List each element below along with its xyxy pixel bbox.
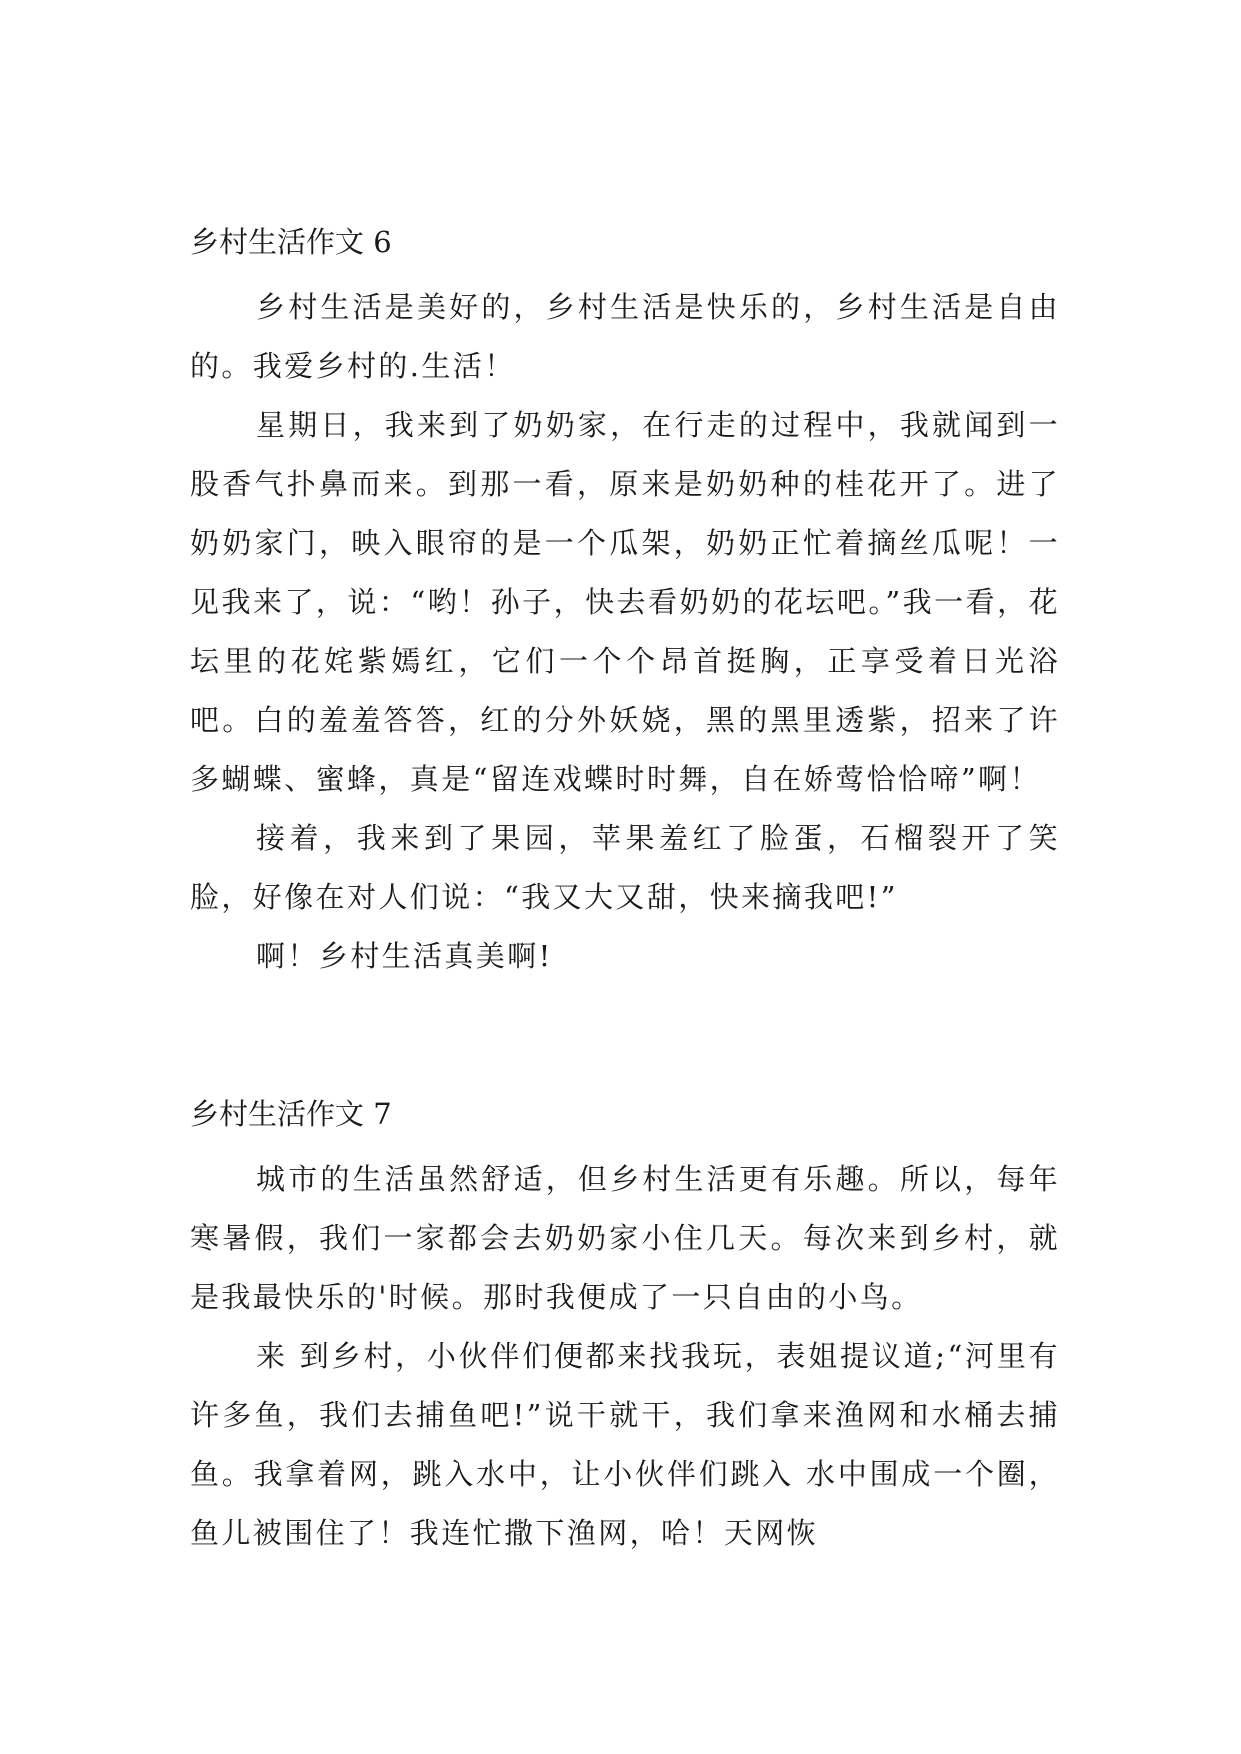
essay-paragraph: 来 到乡村，小伙伴们便都来找我玩，表姐提议道;“河里有许多鱼，我们去捕鱼吧!”说干就干，我们拿来渔网和水桶去捕鱼。我拿着网，跳入水中，让小伙伴们跳入 水中围成一个圈，鱼儿被围住了！我连忙撒下渔网，哈！天网恢 — [190, 1339, 1060, 1550]
essay-title: 乡村生活作文 7 — [190, 1097, 392, 1131]
essay-paragraph: 乡村生活是美好的，乡村生活是快乐的，乡村生活是自由的。我爱乡村的.生活！ — [190, 290, 1060, 383]
essay-section-7 — [190, 1092, 1060, 1563]
essay-paragraph: 接着，我来到了果园，苹果羞红了脸蛋，石榴裂开了笑脸，好像在对人们说：“我又大又甜，快来摘我吧!” — [190, 821, 1060, 914]
essay-title: 乡村生活作文 6 — [190, 225, 392, 259]
essay-section-6 — [190, 220, 1060, 986]
essay-paragraph: 城市的生活虽然舒适，但乡村生活更有乐趣。所以，每年寒暑假，我们一家都会去奶奶家小住几天。每次来到乡村，就是我最快乐的'时候。那时我便成了一只自由的小鸟。 — [190, 1162, 1060, 1314]
essay-paragraph: 啊！乡村生活真美啊! — [256, 939, 553, 973]
essay-paragraph: 星期日，我来到了奶奶家，在行走的过程中，我就闻到一股香气扑鼻而来。到那一看，原来是奶奶种的桂花开了。进了奶奶家门，映入眼帘的是一个瓜架，奶奶正忙着摘丝瓜呢！一见我来了，说：“哟！孙子，快去看奶奶的花坛吧。”我一看，花坛里的花姹紫嫣红，它们一个个昂首挺胸，正享受着日光浴吧。白的羞羞答答，红的分外妖娆，黑的黑里透紫，招来了许多蝴蝶、蜜蜂，真是“留连戏蝶时时舞，自在娇莺恰恰啼”啊！ — [190, 408, 1060, 796]
